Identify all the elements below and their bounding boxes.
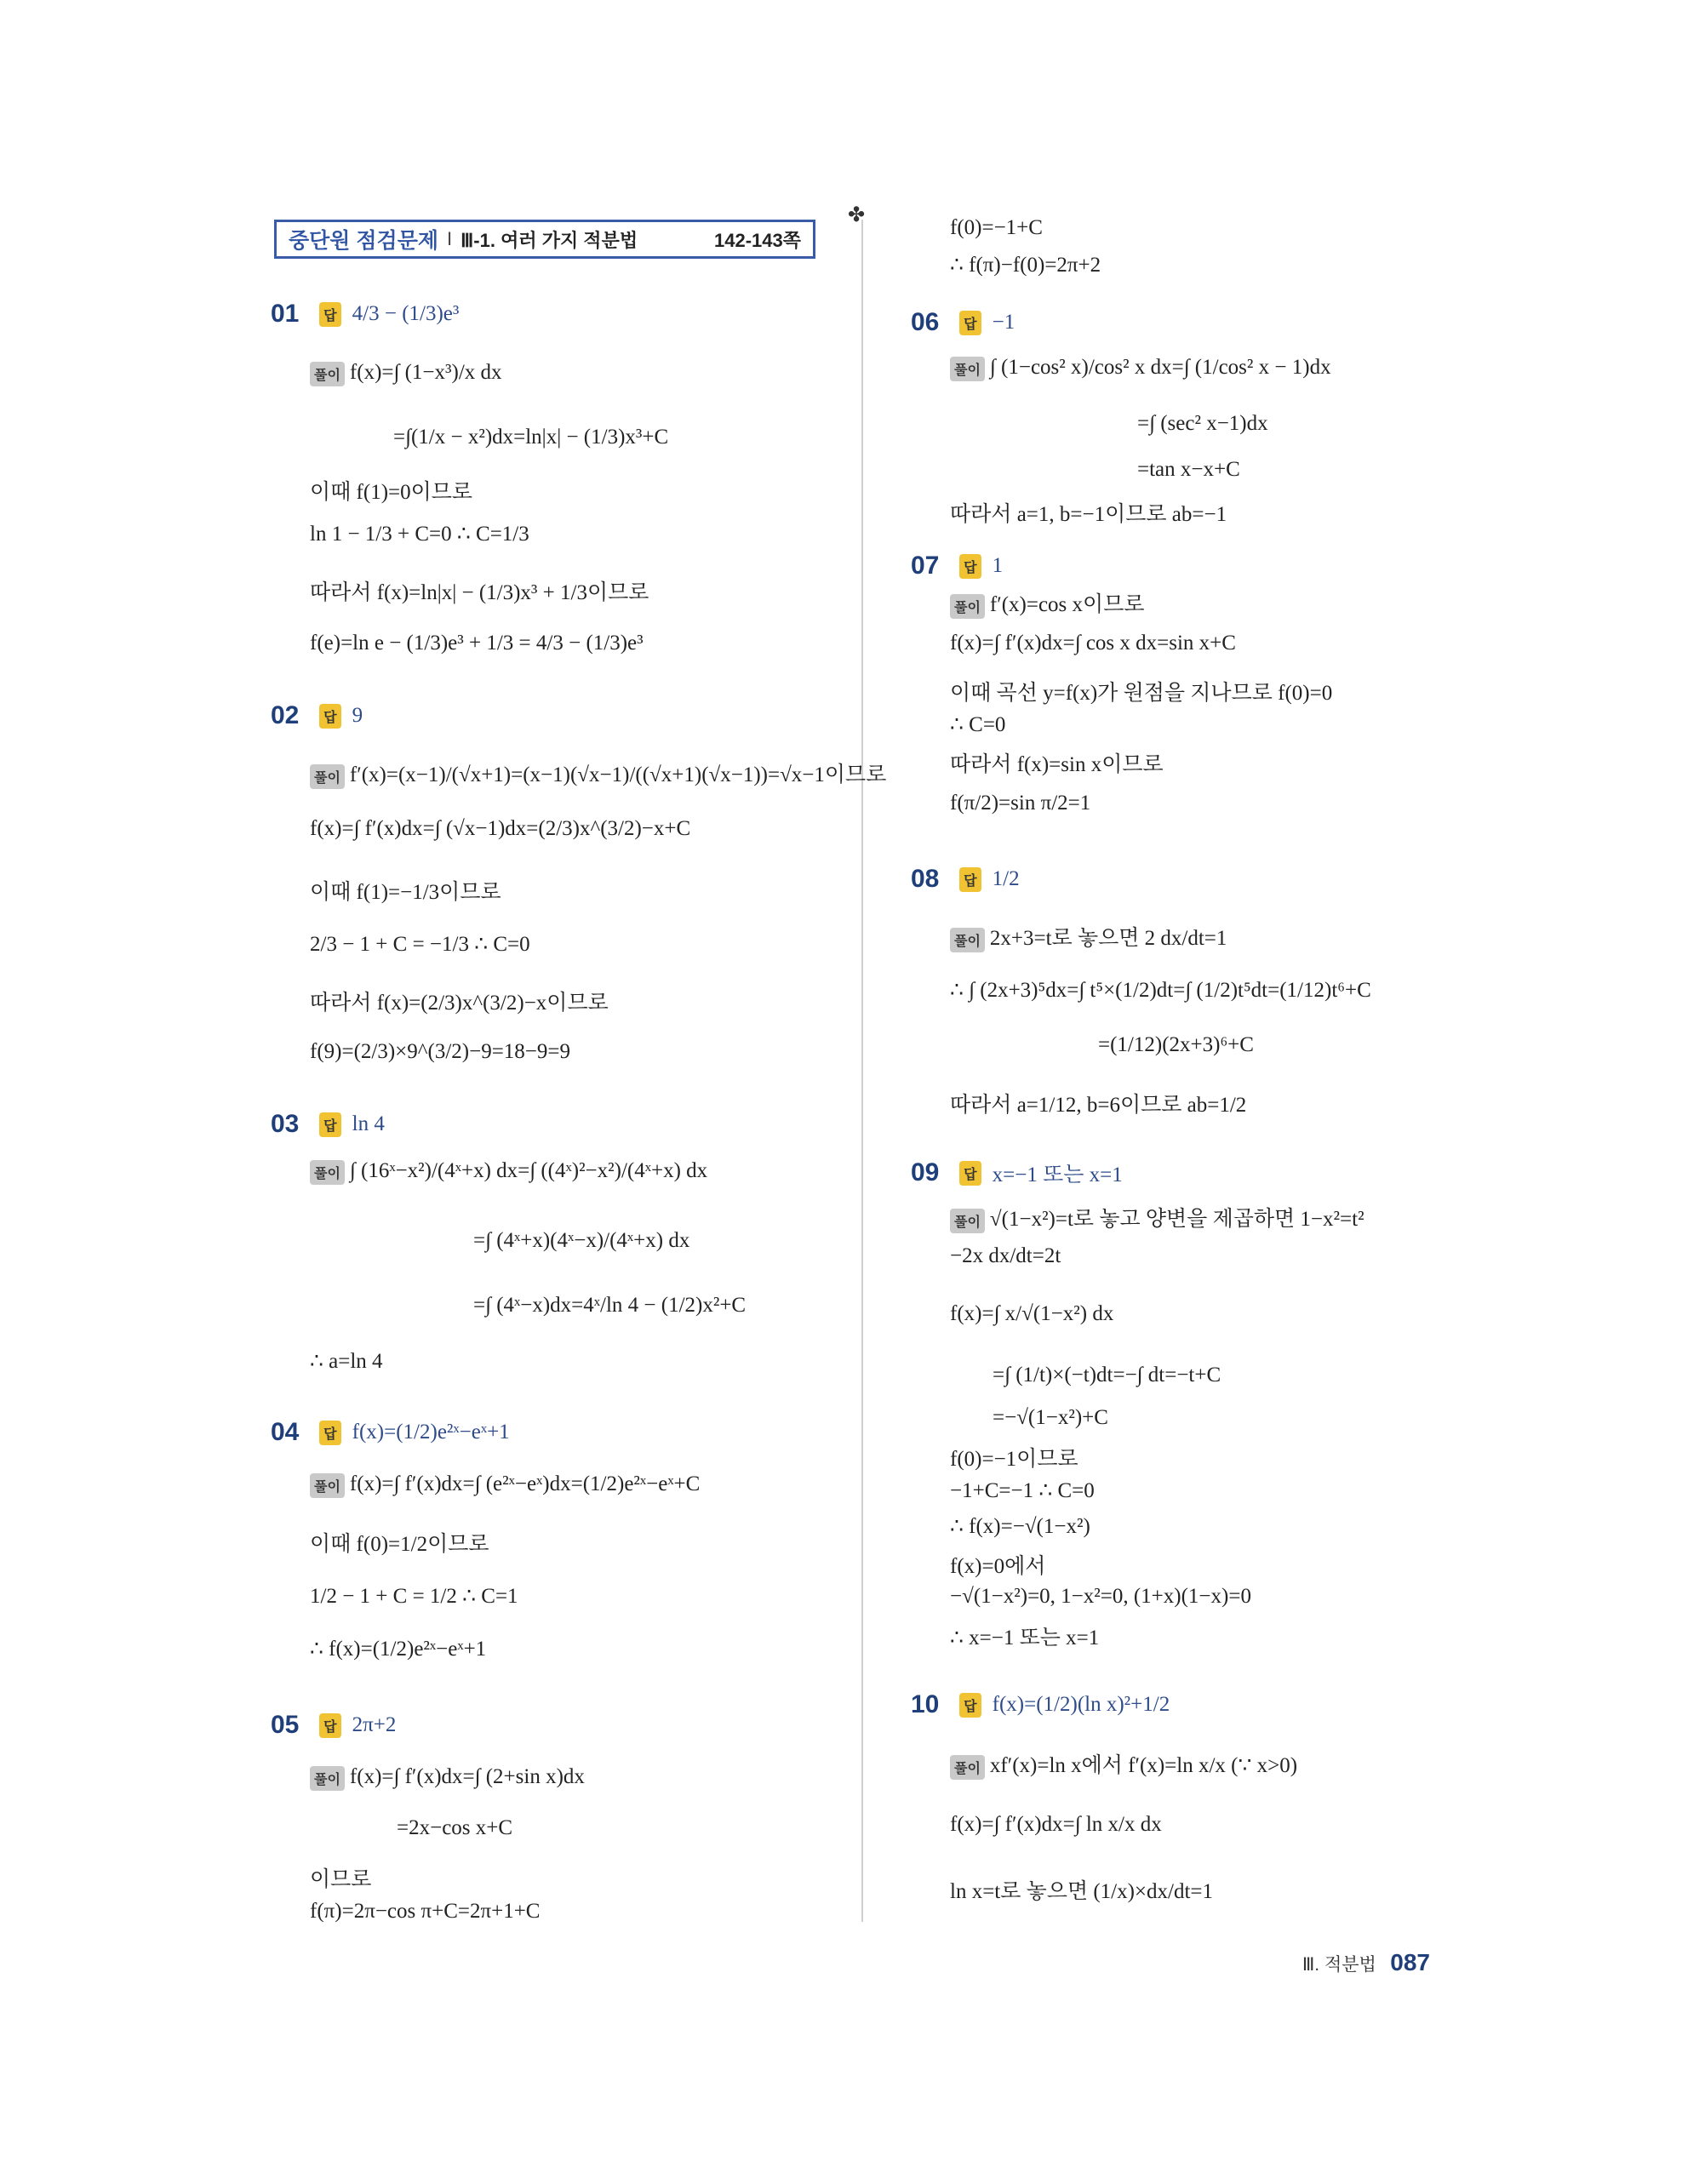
solution-line: =∫ (4ˣ+x)(4ˣ−x)/(4ˣ+x) dx [473, 1229, 690, 1252]
solution-line: =−√(1−x²)+C [993, 1406, 1108, 1429]
problem-04-heading [271, 1418, 510, 1447]
solution-line: =(1/12)(2x+3)⁶+C [1098, 1033, 1254, 1056]
chapter-label: Ⅲ. 적분법 [1302, 1955, 1376, 1975]
solution-line: 풀이 √(1−x²)=t로 놓고 양변을 제곱하면 1−x²=t² [950, 1202, 1364, 1233]
solution-line: f(x)=∫ f′(x)dx=∫ ln x/x dx [950, 1813, 1162, 1836]
problem-answer: 9 [352, 704, 363, 727]
solution-line: ∴ f(π)−f(0)=2π+2 [950, 254, 1101, 277]
solution-line: 풀이 xf′(x)=ln x에서 f′(x)=ln x/x (∵ x>0) [950, 1748, 1297, 1780]
problem-answer: f(x)=(1/2)e²ˣ−eˣ+1 [352, 1421, 510, 1444]
solution-line: =∫ (4ˣ−x)dx=4ˣ/ln 4 − (1/2)x²+C [473, 1294, 747, 1317]
problem-number: 01 [271, 300, 300, 328]
solution-line: =∫(1/x − x²)dx=ln|x| − (1/3)x³+C [393, 426, 669, 449]
answer-badge: 답 [959, 1161, 981, 1186]
problem-answer: 4/3 − (1/3)e³ [352, 302, 460, 325]
solution-line: ∴ f(x)=−√(1−x²) [950, 1515, 1090, 1538]
solution-line: 이므로 [310, 1868, 372, 1891]
solution-line: f(x)=0에서 [950, 1555, 1046, 1578]
page-range: 142-143쪽 [714, 229, 801, 251]
solution-line: f(e)=ln e − (1/3)e³ + 1/3 = 4/3 − (1/3)e³ [310, 632, 644, 655]
solution-line: 2/3 − 1 + C = −1/3 ∴ C=0 [310, 933, 530, 956]
solution-line: 이때 f(0)=1/2이므로 [310, 1533, 489, 1556]
problem-10-heading [911, 1690, 1170, 1719]
solution-line: 풀이 ∫ (16ˣ−x²)/(4ˣ+x) dx=∫ ((4ˣ)²−x²)/(4ˣ+x) dx [310, 1159, 707, 1185]
solution-line: ∴ ∫ (2x+3)⁵dx=∫ t⁵×(1/2)dt=∫ (1/2)t⁵dt=(1/12)t⁶+C [950, 979, 1371, 1002]
problem-01-heading [271, 300, 459, 329]
problem-answer: ln 4 [352, 1112, 385, 1135]
problem-answer: 1 [992, 554, 1004, 577]
solution-badge: 풀이 [310, 764, 345, 789]
problem-answer: 2π+2 [352, 1713, 397, 1736]
solution-line: 따라서 a=1, b=−1이므로 ab=−1 [950, 503, 1227, 526]
solution-line: ∴ f(x)=(1/2)e²ˣ−eˣ+1 [310, 1638, 487, 1661]
problem-answer: f(x)=(1/2)(ln x)²+1/2 [992, 1693, 1170, 1716]
problem-answer: −1 [992, 311, 1015, 334]
solution-line: =2x−cos x+C [397, 1816, 513, 1839]
solution-badge: 풀이 [950, 928, 985, 952]
problem-09-heading [911, 1158, 1123, 1188]
answer-badge: 답 [319, 302, 340, 327]
problem-number: 05 [271, 1711, 300, 1739]
solution-badge: 풀이 [310, 1766, 345, 1791]
problem-number: 03 [271, 1110, 300, 1138]
solution-line: 풀이 ∫ (1−cos² x)/cos² x dx=∫ (1/cos² x − 1)dx [950, 356, 1331, 381]
solution-badge: 풀이 [310, 1473, 345, 1498]
section-header [274, 220, 815, 259]
problem-number: 09 [911, 1158, 940, 1186]
problem-06-heading [911, 308, 1015, 337]
solution-line: ∴ C=0 [950, 713, 1006, 736]
problem-number: 07 [911, 552, 940, 580]
section-subtitle: Ⅲ-1. 여러 가지 적분법 [461, 229, 638, 251]
answer-badge: 답 [959, 554, 981, 579]
solution-line: f(x)=∫ f′(x)dx=∫ cos x dx=sin x+C [950, 632, 1236, 655]
solution-line: f(π)=2π−cos π+C=2π+1+C [310, 1900, 541, 1923]
solution-line: f(π/2)=sin π/2=1 [950, 792, 1091, 815]
solution-line: 이때 f(1)=−1/3이므로 [310, 881, 501, 904]
problem-07-heading [911, 552, 1003, 580]
answer-badge: 답 [959, 311, 981, 335]
solution-line: 풀이 f′(x)=(x−1)/(√x+1)=(x−1)(√x−1)/((√x+1)(√x−1))=√x−1이므로 [310, 758, 886, 789]
answer-badge: 답 [959, 1693, 981, 1718]
section-title: 중단원 점검문제 [289, 229, 438, 253]
solution-line: =∫ (1/t)×(−t)dt=−∫ dt=−t+C [993, 1364, 1221, 1386]
answer-badge: 답 [319, 1421, 340, 1445]
problem-05-heading [271, 1711, 396, 1740]
page-number: 087 [1390, 1949, 1430, 1975]
solution-line: −2x dx/dt=2t [950, 1244, 1061, 1267]
solution-line: f(0)=−1이므로 [950, 1448, 1078, 1471]
divider-ornament-icon: ✤ [848, 203, 866, 226]
solution-badge: 풀이 [950, 594, 985, 619]
solution-line: f(9)=(2/3)×9^(3/2)−9=18−9=9 [310, 1040, 570, 1063]
problem-02-heading [271, 701, 363, 730]
problem-number: 06 [911, 308, 940, 336]
solution-badge: 풀이 [950, 357, 985, 381]
solution-line: f(x)=∫ x/√(1−x²) dx [950, 1302, 1114, 1325]
answer-badge: 답 [319, 704, 340, 729]
solution-line: 1/2 − 1 + C = 1/2 ∴ C=1 [310, 1585, 518, 1608]
solution-line: 따라서 a=1/12, b=6이므로 ab=1/2 [950, 1094, 1247, 1117]
solution-line: 이때 곡선 y=f(x)가 원점을 지나므로 f(0)=0 [950, 682, 1333, 705]
solution-line: 따라서 f(x)=ln|x| − (1/3)x³ + 1/3이므로 [310, 581, 649, 604]
solution-line: =tan x−x+C [1137, 458, 1240, 481]
solution-line: 따라서 f(x)=sin x이므로 [950, 753, 1164, 776]
solution-line: 풀이 f(x)=∫ f′(x)dx=∫ (2+sin x)dx [310, 1765, 585, 1791]
solution-badge: 풀이 [950, 1209, 985, 1233]
problem-number: 02 [271, 701, 300, 729]
solution-line: ln x=t로 놓으면 (1/x)×dx/dt=1 [950, 1880, 1214, 1903]
solution-badge: 풀이 [310, 362, 345, 386]
solution-line: ∴ x=−1 또는 x=1 [950, 1627, 1100, 1649]
problem-answer: 1/2 [992, 867, 1020, 890]
answer-badge: 답 [319, 1713, 340, 1738]
solution-line: f(x)=∫ f′(x)dx=∫ (√x−1)dx=(2/3)x^(3/2)−x+C [310, 817, 691, 840]
solution-line: −1+C=−1 ∴ C=0 [950, 1479, 1095, 1502]
solution-line: 풀이 f(x)=∫ f′(x)dx=∫ (e²ˣ−eˣ)dx=(1/2)e²ˣ−eˣ+C [310, 1472, 700, 1498]
answer-badge: 답 [959, 867, 981, 892]
column-divider [861, 220, 863, 1922]
problem-answer: x=−1 또는 x=1 [992, 1163, 1123, 1186]
problem-number: 04 [271, 1418, 300, 1446]
solution-badge: 풀이 [950, 1755, 985, 1780]
problem-number: 10 [911, 1690, 940, 1718]
solution-line: 풀이 f′(x)=cos x이므로 [950, 587, 1145, 619]
answer-badge: 답 [319, 1112, 340, 1137]
header-separator: I [447, 228, 453, 249]
problem-number: 08 [911, 865, 940, 893]
solution-line: 풀이 2x+3=t로 놓으면 2 dx/dt=1 [950, 921, 1227, 952]
solution-line: 따라서 f(x)=(2/3)x^(3/2)−x이므로 [310, 992, 609, 1015]
solution-line: 이때 f(1)=0이므로 [310, 481, 473, 504]
problem-08-heading [911, 865, 1020, 894]
solution-line: 풀이 f(x)=∫ (1−x³)/x dx [310, 361, 502, 386]
page-footer [1302, 1949, 1430, 1976]
solution-line: −√(1−x²)=0, 1−x²=0, (1+x)(1−x)=0 [950, 1585, 1251, 1608]
solution-line: ∴ a=ln 4 [310, 1350, 383, 1373]
solution-line: f(0)=−1+C [950, 216, 1043, 239]
problem-03-heading [271, 1110, 385, 1139]
solution-badge: 풀이 [310, 1160, 345, 1185]
solution-line: =∫ (sec² x−1)dx [1137, 412, 1268, 435]
solution-line: ln 1 − 1/3 + C=0 ∴ C=1/3 [310, 523, 529, 546]
